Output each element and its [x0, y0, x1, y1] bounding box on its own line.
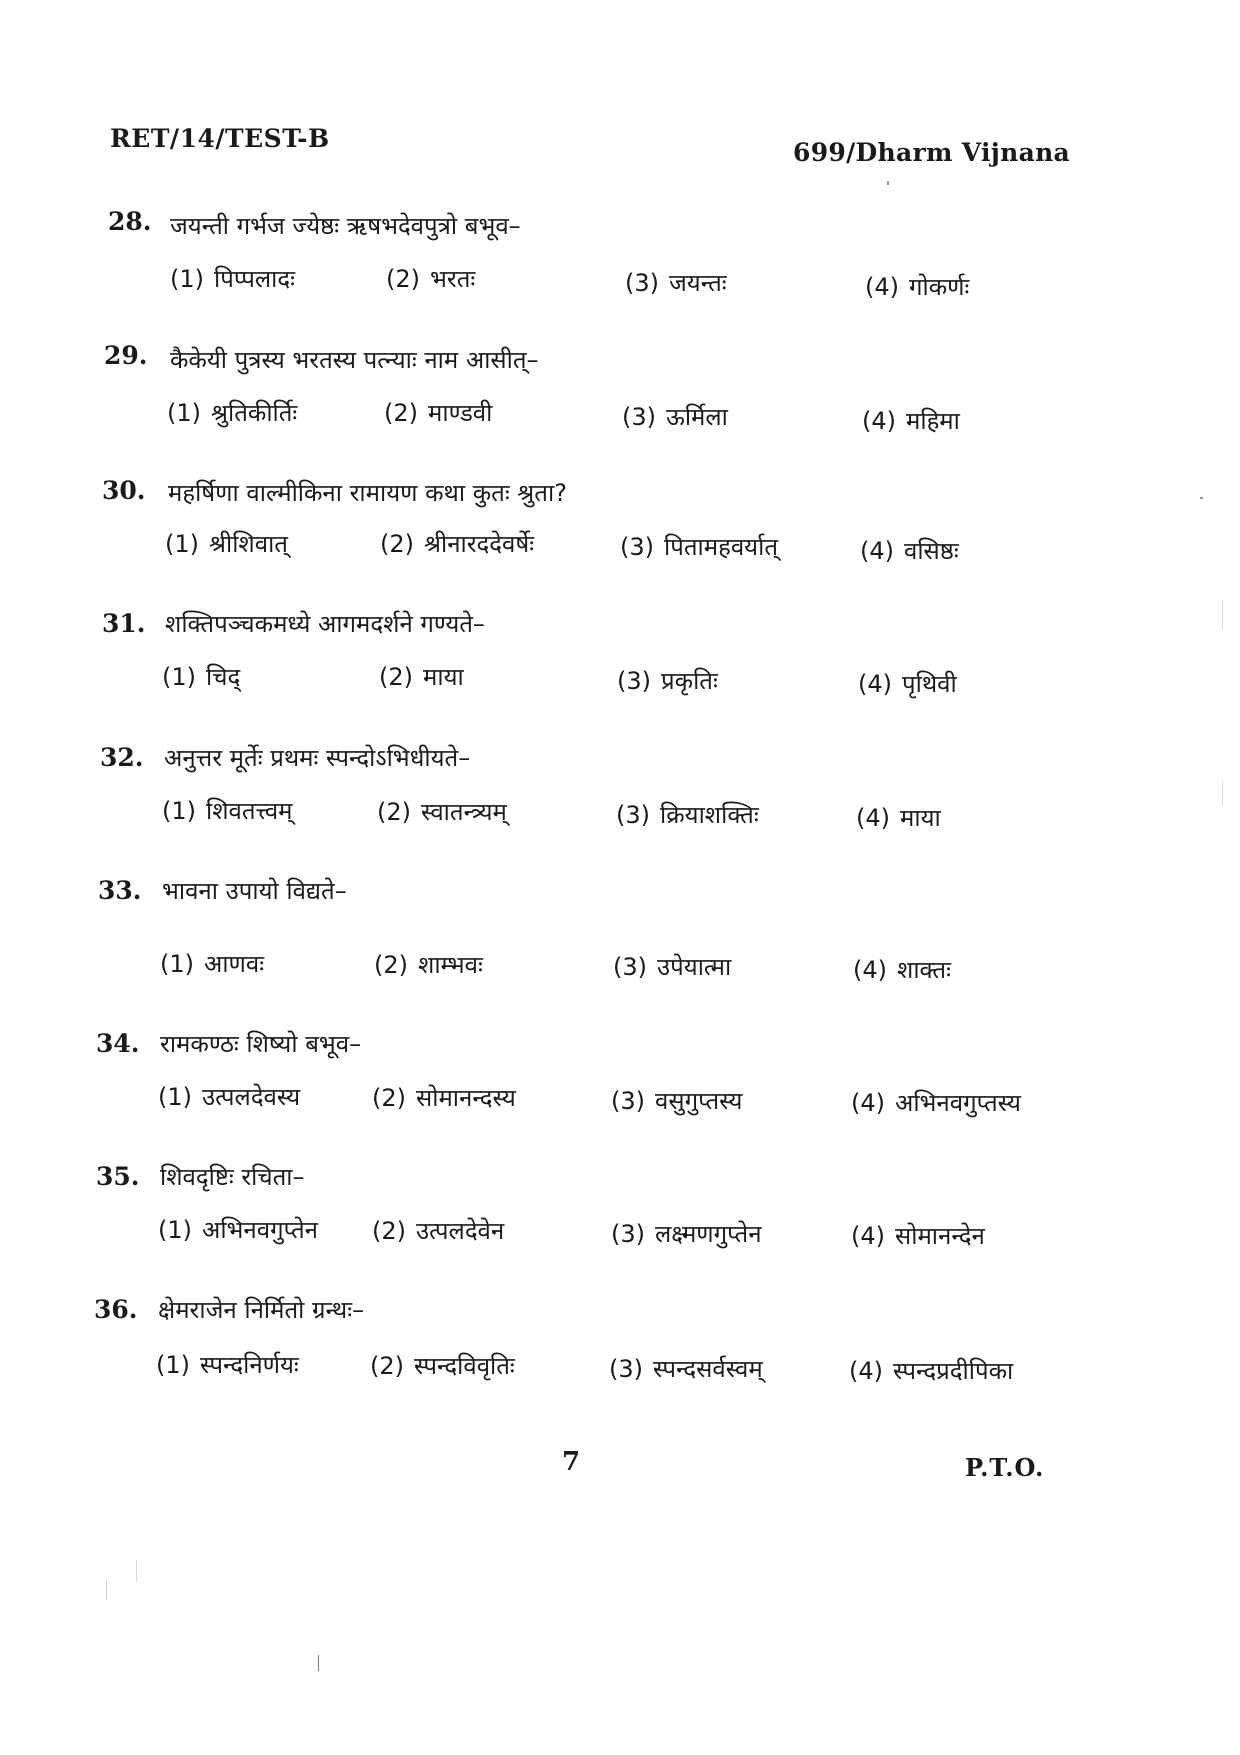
question-number: 30.	[102, 476, 146, 505]
question-text: रामकण्ठः शिष्यो बभूव–	[160, 1030, 362, 1058]
scan-speck	[1222, 600, 1223, 630]
scan-speck	[106, 1580, 107, 1600]
question-text: महर्षिणा वाल्मीकिना रामायण कथा कुतः श्रुता?	[168, 479, 567, 507]
option-3[interactable]: (3) प्रकृतिः	[617, 667, 718, 695]
scan-speck	[136, 1560, 137, 1582]
question-text: शक्तिपञ्चकमध्ये आगमदर्शने गण्यते–	[165, 610, 485, 638]
option-2[interactable]: (2) भरतः	[386, 265, 476, 293]
option-3[interactable]: (3) उपेयात्मा	[613, 953, 732, 981]
option-1[interactable]: (1) स्पन्दनिर्णयः	[156, 1351, 299, 1379]
question-number: 28.	[108, 207, 152, 236]
option-2[interactable]: (2) स्पन्दविवृतिः	[370, 1352, 515, 1380]
question-text: कैकेयी पुत्रस्य भरतस्य पत्न्याः नाम आसीत्–	[170, 346, 539, 374]
question-number: 36.	[94, 1295, 138, 1324]
question-number: 31.	[102, 609, 146, 638]
option-1[interactable]: (1) उत्पलदेवस्य	[158, 1083, 301, 1111]
scan-speck	[887, 181, 889, 185]
option-4[interactable]: (4) अभिनवगुप्तस्य	[851, 1089, 1021, 1117]
option-2[interactable]: (2) स्वातन्त्र्यम्	[377, 798, 507, 826]
page-number: 7	[562, 1447, 581, 1477]
option-3[interactable]: (3) पितामहवर्यात्	[620, 533, 778, 561]
option-4[interactable]: (4) वसिष्ठः	[860, 537, 959, 565]
option-3[interactable]: (3) वसुगुप्तस्य	[611, 1087, 743, 1115]
option-3[interactable]: (3) क्रियाशक्तिः	[616, 801, 759, 829]
question-text: शिवदृष्टिः रचिता–	[160, 1163, 305, 1191]
pto-label: P.T.O.	[965, 1453, 1045, 1482]
option-4[interactable]: (4) माया	[856, 804, 941, 832]
paper-code: RET/14/TEST-B	[110, 124, 330, 153]
option-4[interactable]: (4) स्पन्दप्रदीपिका	[849, 1357, 1014, 1385]
scan-mark	[318, 1655, 319, 1671]
option-2[interactable]: (2) माया	[379, 663, 464, 691]
option-1[interactable]: (1) शिवतत्त्वम्	[162, 797, 293, 825]
option-1[interactable]: (1) आणवः	[160, 950, 265, 978]
option-4[interactable]: (4) पृथिवी	[858, 670, 957, 698]
option-4[interactable]: (4) सोमानन्देन	[851, 1222, 985, 1250]
option-2[interactable]: (2) शाम्भवः	[374, 951, 483, 979]
question-text: भावना उपायो विद्यते–	[162, 877, 347, 905]
question-number: 35.	[96, 1162, 140, 1191]
option-2[interactable]: (2) श्रीनारददेवर्षेः	[380, 530, 535, 558]
option-3[interactable]: (3) लक्ष्मणगुप्तेन	[611, 1220, 762, 1248]
option-3[interactable]: (3) स्पन्दसर्वस्वम्	[609, 1355, 763, 1383]
scan-speck	[1200, 497, 1203, 499]
option-2[interactable]: (2) माण्डवी	[384, 399, 493, 427]
question-text: क्षेमराजेन निर्मितो ग्रन्थः–	[158, 1296, 365, 1324]
question-number: 33.	[98, 876, 142, 905]
option-4[interactable]: (4) गोकर्णः	[865, 273, 970, 301]
question-number: 34.	[96, 1029, 140, 1058]
option-1[interactable]: (1) श्रुतिकीर्तिः	[167, 399, 298, 427]
question-text: जयन्ती गर्भज ज्येष्ठः ऋषभदेवपुत्रो बभूव–	[170, 212, 521, 240]
option-4[interactable]: (4) महिमा	[862, 407, 960, 435]
question-number: 29.	[104, 341, 148, 370]
question-text: अनुत्तर मूर्तेः प्रथमः स्पन्दोऽभिधीयते–	[164, 744, 471, 772]
option-2[interactable]: (2) सोमानन्दस्य	[372, 1084, 516, 1112]
option-1[interactable]: (1) चिद्	[162, 663, 241, 691]
option-1[interactable]: (1) श्रीशिवात्	[165, 530, 288, 558]
option-4[interactable]: (4) शाक्तः	[853, 956, 951, 984]
option-1[interactable]: (1) पिप्पलादः	[170, 265, 295, 293]
option-3[interactable]: (3) ऊर्मिला	[622, 403, 728, 431]
option-2[interactable]: (2) उत्पलदेवेन	[372, 1217, 505, 1245]
option-1[interactable]: (1) अभिनवगुप्तेन	[158, 1216, 318, 1244]
option-3[interactable]: (3) जयन्तः	[625, 269, 727, 297]
question-number: 32.	[100, 743, 144, 772]
scan-speck	[1222, 780, 1223, 806]
subject-code: 699/Dharm Vijnana	[793, 138, 1071, 167]
